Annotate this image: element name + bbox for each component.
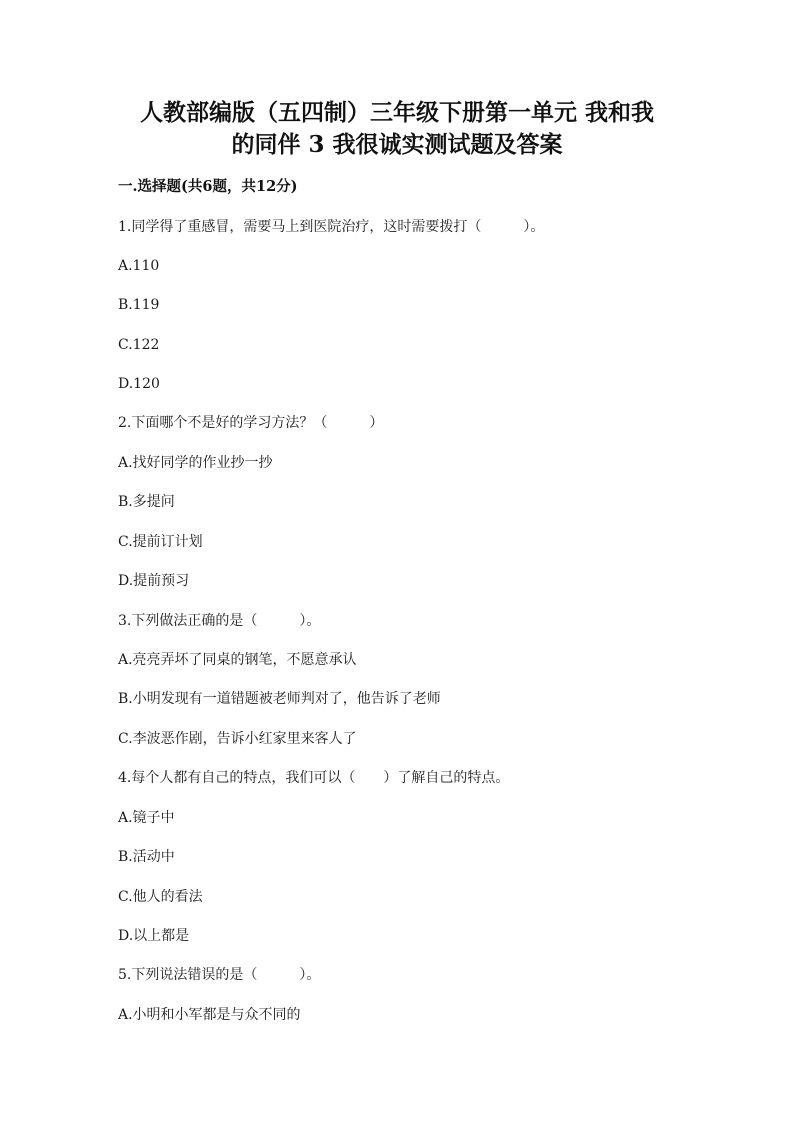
document-title-line-1: 人教部编版（五四制）三年级下册第一单元 我和我: [139, 99, 654, 126]
question-2-stem: 2.下面哪个不是好的学习方法？（ ）: [118, 415, 384, 431]
question-1-option-a: A.110: [118, 258, 160, 274]
question-1-stem: 1.同学得了重感冒，需要马上到医院治疗，这时需要拨打（ ）。: [118, 219, 545, 235]
question-2-option-a: A.找好同学的作业抄一抄: [118, 455, 273, 471]
question-3-stem: 3.下列做法正确的是（ ）。: [118, 613, 321, 629]
question-4-option-d: D.以上都是: [118, 928, 190, 944]
question-3-option-b: B.小明发现有一道错题被老师判对了，他告诉了老师: [118, 691, 441, 707]
question-4-option-b: B.活动中: [118, 849, 175, 865]
question-2-option-d: D.提前预习: [118, 573, 190, 589]
question-3-option-a: A.亮亮弄坏了同桌的钢笔，不愿意承认: [118, 652, 357, 668]
question-4-option-c: C.他人的看法: [118, 889, 203, 905]
question-2-option-b: B.多提问: [118, 494, 175, 510]
question-4-stem: 4.每个人都有自己的特点，我们可以（ ）了解自己的特点。: [118, 770, 510, 786]
document-title-line-2: 的同伴 3 我很诚实测试题及答案: [231, 131, 563, 158]
question-5-stem: 5.下列说法错误的是（ ）。: [118, 967, 321, 983]
question-1-option-d: D.120: [118, 376, 160, 392]
question-1-option-c: C.122: [118, 337, 160, 353]
question-4-option-a: A.镜子中: [118, 810, 175, 826]
question-1-option-b: B.119: [118, 297, 160, 313]
question-2-option-c: C.提前订计划: [118, 534, 203, 550]
question-3-option-c: C.李波恶作剧，告诉小红家里来客人了: [118, 731, 357, 747]
section-heading: 一.选择题(共6题，共12分): [118, 178, 298, 195]
question-5-option-a: A.小明和小军都是与众不同的: [118, 1007, 301, 1023]
